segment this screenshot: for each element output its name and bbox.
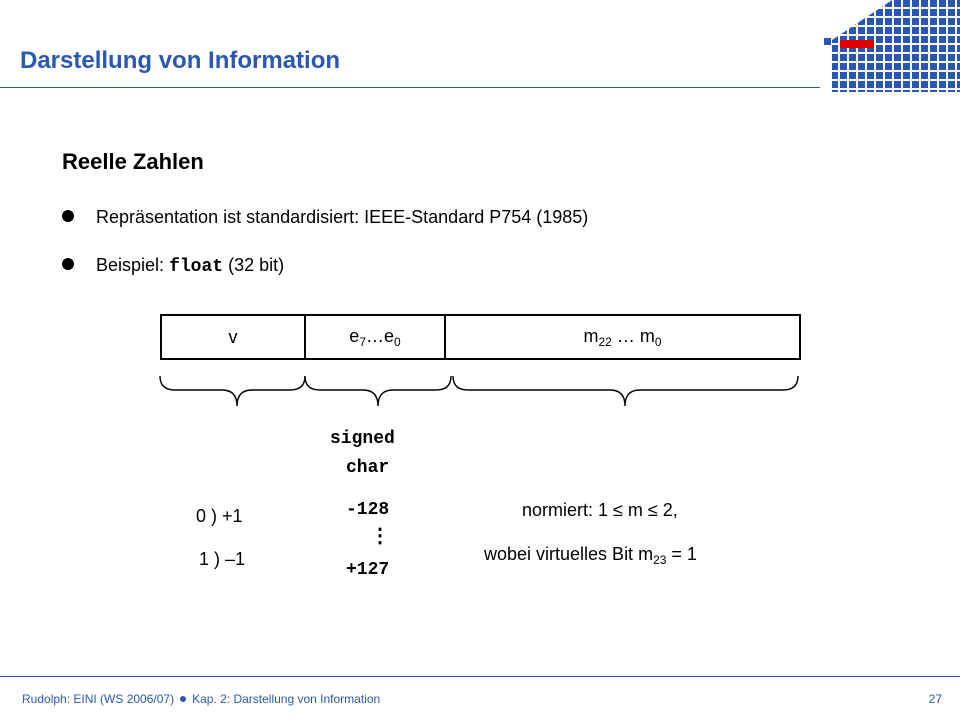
mantissa-field: $m_{22}$ … $m_0$ <box>445 315 800 359</box>
brace-sign <box>160 376 305 406</box>
sign-positive: 0 ) +1 <box>196 506 243 526</box>
exponent-type-signed: signed <box>330 429 395 449</box>
footer-info <box>22 692 380 706</box>
float-layout-table <box>160 314 801 360</box>
bullet-icon <box>62 210 74 222</box>
code-keyword: float <box>169 257 224 277</box>
header-rule <box>0 87 820 88</box>
footer-author: Rudolph: EINI (WS 2006/07) <box>22 692 175 706</box>
exponent-field: $e_7\dots e_0$ <box>305 315 445 359</box>
brace-mantissa <box>453 376 798 406</box>
slide-title: Darstellung von Information <box>20 47 341 74</box>
footer-chapter: Kap. 2: Darstellung von Information <box>192 692 381 706</box>
bullet-suffix: (32 bit) <box>228 255 285 275</box>
mantissa-note-line1: normiert: 1 ≤ m ≤ 2, <box>522 500 678 520</box>
brace-group <box>155 370 805 412</box>
bullet-icon <box>62 258 74 270</box>
footer-rule <box>0 676 960 677</box>
bullet-item <box>62 255 284 277</box>
exponent-ellipsis: ⋮ <box>370 525 390 547</box>
section-title: Reelle Zahlen <box>62 149 204 174</box>
footer-dot-icon <box>180 696 186 702</box>
brace-exponent <box>305 376 451 406</box>
mantissa-note-line2: wobei virtuelles Bit $m_{23} = 1$ <box>484 544 697 567</box>
exponent-min: -128 <box>346 500 390 520</box>
bullet-text: Repräsentation ist standardisiert: IEEE-Standard P754 (1985) <box>96 207 589 227</box>
page-number: 27 <box>928 692 942 706</box>
exponent-max: +127 <box>346 560 390 580</box>
exponent-type-char: char <box>346 458 390 478</box>
bullet-item <box>62 207 588 228</box>
sign-negative: 1 ) –1 <box>199 549 246 569</box>
bullet-text: Beispiel: <box>96 255 165 275</box>
university-logo <box>822 0 960 92</box>
sign-field: v <box>161 315 305 359</box>
